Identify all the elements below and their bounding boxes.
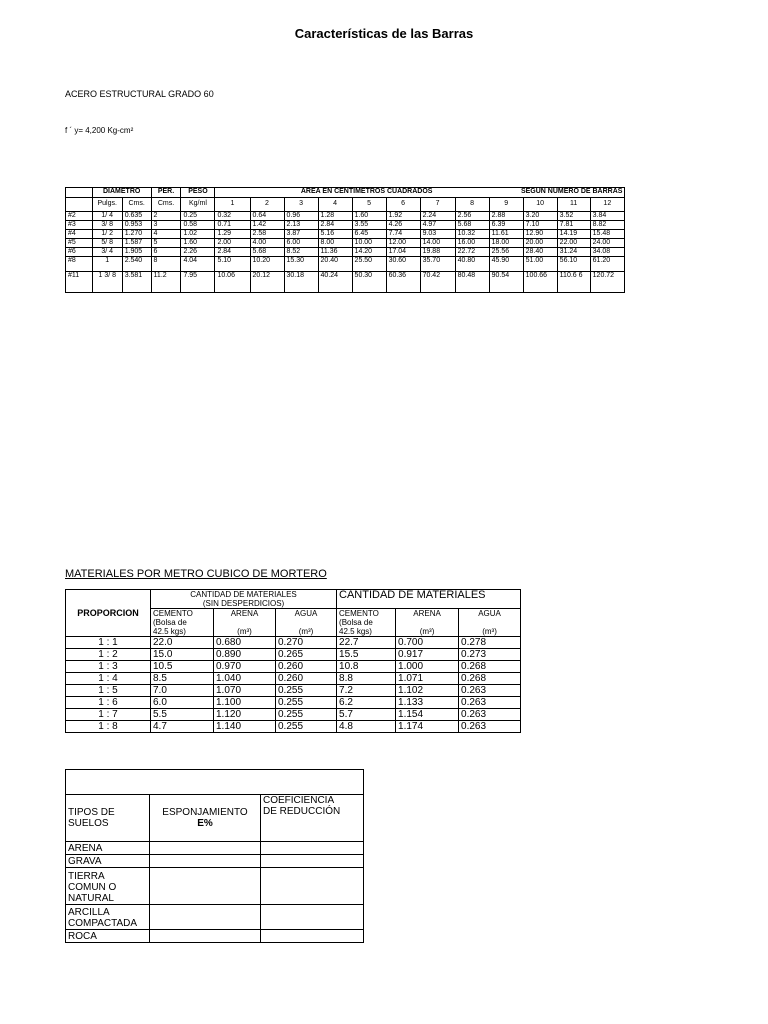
mortero-cell-value: 0.268	[459, 661, 521, 673]
bars-cell-pulgs: 5/ 8	[92, 239, 122, 248]
mortero-cell-value: 1.070	[214, 685, 276, 697]
bars-cell-area: 4.26	[386, 221, 420, 230]
arcilla-line-b: COMPACTADA	[68, 918, 138, 929]
bars-cell-area: 14.00	[420, 239, 455, 248]
bars-cell-area: 80.48	[455, 272, 489, 293]
mortero-cell-value: 0.278	[459, 637, 521, 649]
arcilla-line-a: ARCILLA	[68, 907, 110, 918]
bars-cell-area: 18.00	[489, 239, 523, 248]
bars-table	[65, 187, 625, 293]
mortero-cell-value: 0.255	[276, 697, 337, 709]
bars-cell-peso: 1.02	[181, 230, 215, 239]
bars-cell-area: 100.66	[523, 272, 557, 293]
bars-cell-area: 110.6 6	[557, 272, 590, 293]
bars-cell-area: 1.42	[250, 221, 284, 230]
bars-header-segun-text: SEGUN NUMERO DE BARRAS	[520, 188, 623, 195]
suelos-table	[65, 769, 364, 943]
bars-cell-area: 0.71	[215, 221, 250, 230]
mortero-cell-value: 0.700	[396, 637, 459, 649]
mortero-row	[66, 649, 521, 661]
bars-cell-cms: 1.905	[122, 248, 151, 257]
bars-cell-area: 120.72	[590, 272, 624, 293]
cemento-line-b: (Bolsa de	[153, 618, 187, 627]
bars-cell-area: 35.70	[420, 257, 455, 272]
mortero-cell-value: 1.140	[214, 721, 276, 733]
bars-num: 6	[386, 198, 420, 212]
mortero-cell-value: 0.255	[276, 709, 337, 721]
bars-cell-area: 0.32	[215, 212, 250, 221]
bars-cell-area: 28.40	[523, 248, 557, 257]
bars-cell-area: 25.56	[489, 248, 523, 257]
mortero-cell-value: 5.7	[337, 709, 396, 721]
mortero-cell-value: 0.255	[276, 721, 337, 733]
mortero-header-group1	[151, 590, 337, 609]
mortero-cell-proporcion: 1 : 4	[66, 673, 151, 685]
bars-cell-area: 10.20	[250, 257, 284, 272]
bars-cell-area: 11.36	[318, 248, 352, 257]
bars-cell-area: 0.96	[284, 212, 318, 221]
bars-cell-area: 3.87	[284, 230, 318, 239]
mortero-sub-agua-2	[459, 609, 521, 637]
bars-num: 12	[590, 198, 624, 212]
mortero-cell-value: 0.970	[214, 661, 276, 673]
bars-cell-peso: 0.58	[181, 221, 215, 230]
mortero-cell-value: 7.2	[337, 685, 396, 697]
suelos-cell	[150, 868, 261, 905]
bars-header-per: PER.	[151, 188, 181, 198]
steel-grade-label: ACERO ESTRUCTURAL GRADO 60	[65, 89, 214, 99]
bars-cell-area: 10.06	[215, 272, 250, 293]
arena-unit: (m³)	[237, 627, 252, 636]
bars-header-diametro: DIAMETRO	[92, 188, 151, 198]
bars-cell-id: #3	[66, 221, 93, 230]
suelos-row	[66, 855, 364, 868]
bars-cell-area: 70.42	[420, 272, 455, 293]
agua-unit: (m³)	[298, 627, 314, 636]
bars-header-area	[215, 188, 625, 198]
bars-cell-cms: 2.540	[122, 257, 151, 272]
suelos-arena: ARENA	[66, 842, 150, 855]
bars-cell-peso: 0.25	[181, 212, 215, 221]
mortero-cell-value: 4.8	[337, 721, 396, 733]
suelos-cell	[261, 855, 364, 868]
coef-line-b: DE REDUCCIÓN	[263, 806, 341, 817]
bars-cell-area: 3.20	[523, 212, 557, 221]
bars-num: 4	[318, 198, 352, 212]
mortero-cell-value: 1.102	[396, 685, 459, 697]
mortero-header-row-1	[66, 590, 521, 609]
suelos-header-esponjamiento	[150, 795, 261, 842]
suelos-top-row	[66, 770, 364, 795]
tierra-line-b: COMUN O	[68, 882, 117, 893]
mortero-cell-value: 6.0	[151, 697, 214, 709]
bars-cell-area: 9.03	[420, 230, 455, 239]
mortero-cell-value: 22.0	[151, 637, 214, 649]
cemento-line-c: 42.5 kgs)	[153, 627, 186, 636]
bars-header-row	[66, 188, 625, 198]
bars-cell-peso: 1.60	[181, 239, 215, 248]
mortero-row	[66, 721, 521, 733]
bars-sub-blank	[66, 198, 93, 212]
mortero-cell-value: 0.263	[459, 697, 521, 709]
bars-cell-area: 15.30	[284, 257, 318, 272]
bars-cell-area: 3.52	[557, 212, 590, 221]
mortero-cell-value: 0.680	[214, 637, 276, 649]
mortero-cell-proporcion: 1 : 2	[66, 649, 151, 661]
bars-row	[66, 230, 625, 239]
bars-cell-area: 10.32	[455, 230, 489, 239]
mortero-cell-value: 1.174	[396, 721, 459, 733]
bars-cell-area: 6.00	[284, 239, 318, 248]
bars-cell-area: 7.10	[523, 221, 557, 230]
bars-row	[66, 257, 625, 272]
mortero-cell-value: 1.071	[396, 673, 459, 685]
mortero-cell-value: 1.133	[396, 697, 459, 709]
mortero-cell-value: 0.917	[396, 649, 459, 661]
bars-cell-area: 1.28	[318, 212, 352, 221]
bars-cell-area: 20.00	[523, 239, 557, 248]
bars-subheader-row	[66, 198, 625, 212]
bars-cell-area: 5.16	[318, 230, 352, 239]
suelos-roca: ROCA	[66, 930, 150, 943]
mortero-cell-value: 8.5	[151, 673, 214, 685]
bars-cell-area: 2.58	[250, 230, 284, 239]
mortero-cell-value: 22.7	[337, 637, 396, 649]
bars-cell-area: 12.00	[386, 239, 420, 248]
bars-cell-area: 60.36	[386, 272, 420, 293]
bars-cell-peso: 4.04	[181, 257, 215, 272]
bars-cell-area: 16.00	[455, 239, 489, 248]
bars-sub-kgml: Kg/ml	[181, 198, 215, 212]
bars-cell-peso: 7.95	[181, 272, 215, 293]
mortero-cell-value: 4.7	[151, 721, 214, 733]
mortero-cell-proporcion: 1 : 8	[66, 721, 151, 733]
suelos-row	[66, 905, 364, 930]
mortero-cell-value: 0.890	[214, 649, 276, 661]
bars-cell-area: 11.61	[489, 230, 523, 239]
mortero-cell-value: 1.000	[396, 661, 459, 673]
bars-sub-pulgs: Pulgs.	[92, 198, 122, 212]
bars-cell-area: 31.24	[557, 248, 590, 257]
bars-cell-pulgs: 1	[92, 257, 122, 272]
bars-cell-per: 11.2	[151, 272, 181, 293]
bars-cell-area: 6.39	[489, 221, 523, 230]
bars-cell-per: 4	[151, 230, 181, 239]
bars-cell-area: 2.56	[455, 212, 489, 221]
bars-cell-area: 22.00	[557, 239, 590, 248]
bars-cell-area: 20.40	[318, 257, 352, 272]
bars-cell-cms: 1.587	[122, 239, 151, 248]
mortero-header-proporcion: PROPORCION	[66, 590, 151, 637]
bars-row	[66, 272, 625, 293]
mortero-cell-value: 0.255	[276, 685, 337, 697]
mortero-row	[66, 637, 521, 649]
bars-cell-cms: 0.635	[122, 212, 151, 221]
mortero-cell-value: 1.120	[214, 709, 276, 721]
bars-cell-area: 0.64	[250, 212, 284, 221]
mortero-cell-value: 0.268	[459, 673, 521, 685]
mortero-cell-value: 0.263	[459, 709, 521, 721]
bars-cell-id: #11	[66, 272, 93, 293]
bars-row	[66, 248, 625, 257]
bars-cell-area: 40.80	[455, 257, 489, 272]
bars-cell-area: 4.00	[250, 239, 284, 248]
bars-num: 8	[455, 198, 489, 212]
mortero-cell-proporcion: 1 : 5	[66, 685, 151, 697]
suelos-header-coeficiencia	[261, 795, 364, 842]
suelos-grava: GRAVA	[66, 855, 150, 868]
mortero-body	[66, 637, 521, 733]
mortero-cell-value: 10.5	[151, 661, 214, 673]
bars-cell-area: 3.55	[352, 221, 386, 230]
bars-num: 11	[557, 198, 590, 212]
tierra-line-c: NATURAL	[68, 893, 114, 904]
bars-cell-per: 2	[151, 212, 181, 221]
mortero-table	[65, 589, 521, 733]
bars-sub-cms: Cms.	[122, 198, 151, 212]
bars-cell-id: #8	[66, 257, 93, 272]
suelos-tierra	[66, 868, 150, 905]
bars-cell-per: 6	[151, 248, 181, 257]
bars-body	[66, 212, 625, 293]
bars-cell-id: #2	[66, 212, 93, 221]
mortero-sub-agua-1	[276, 609, 337, 637]
bars-cell-area: 30.60	[386, 257, 420, 272]
bars-cell-area: 2.84	[215, 248, 250, 257]
bars-num: 9	[489, 198, 523, 212]
bars-sub-cms2: Cms.	[151, 198, 181, 212]
mortero-cell-proporcion: 1 : 3	[66, 661, 151, 673]
mortero-row	[66, 697, 521, 709]
arena-label: ARENA	[413, 609, 441, 618]
mortero-cell-value: 5.5	[151, 709, 214, 721]
suelos-header-tipos	[66, 795, 150, 842]
bars-cell-area: 3.84	[590, 212, 624, 221]
suelos-header-row	[66, 795, 364, 842]
mortero-sub-arena-1	[214, 609, 276, 637]
arena-label: ARENA	[230, 609, 259, 618]
bars-cell-area: 8.52	[284, 248, 318, 257]
mortero-cell-value: 0.270	[276, 637, 337, 649]
bars-cell-area: 20.12	[250, 272, 284, 293]
bars-cell-per: 3	[151, 221, 181, 230]
bars-cell-area: 22.72	[455, 248, 489, 257]
cemento-line-b: (Bolsa de	[339, 618, 373, 627]
tierra-line-a: TIERRA	[68, 871, 105, 882]
mortero-row	[66, 661, 521, 673]
mortero-sub-arena-2	[396, 609, 459, 637]
bars-row	[66, 221, 625, 230]
bars-cell-area: 7.74	[386, 230, 420, 239]
mortero-cell-value: 15.0	[151, 649, 214, 661]
bars-cell-area: 8.00	[318, 239, 352, 248]
cemento-line-a: CEMENTO	[339, 609, 379, 618]
mortero-cell-value: 0.263	[459, 721, 521, 733]
mortero-cell-proporcion: 1 : 7	[66, 709, 151, 721]
mortero-cell-value: 0.273	[459, 649, 521, 661]
mortero-group1-line-b: (SIN DESPERDICIOS)	[202, 599, 285, 608]
suelos-cell	[261, 905, 364, 930]
bars-cell-area: 5.68	[455, 221, 489, 230]
bars-cell-area: 1.60	[352, 212, 386, 221]
bars-cell-area: 40.24	[318, 272, 352, 293]
suelos-cell	[261, 868, 364, 905]
bars-row	[66, 212, 625, 221]
mortero-cell-value: 6.2	[337, 697, 396, 709]
bars-cell-area: 25.50	[352, 257, 386, 272]
cemento-line-c: 42.5 kgs)	[339, 627, 372, 636]
suelos-cell	[150, 855, 261, 868]
tipos-line-b: SUELOS	[68, 818, 109, 829]
suelos-cell	[150, 930, 261, 943]
mortero-cell-value: 10.8	[337, 661, 396, 673]
bars-cell-per: 8	[151, 257, 181, 272]
mortero-cell-value: 1.040	[214, 673, 276, 685]
bars-num: 10	[523, 198, 557, 212]
bars-cell-area: 34.08	[590, 248, 624, 257]
suelos-row	[66, 868, 364, 905]
bars-cell-area: 2.13	[284, 221, 318, 230]
mortero-cell-proporcion: 1 : 6	[66, 697, 151, 709]
agua-label: AGUA	[294, 609, 318, 618]
suelos-row	[66, 842, 364, 855]
suelos-blank-header	[66, 770, 364, 795]
bars-cell-area: 15.48	[590, 230, 624, 239]
mortero-group1-line-a: CANTIDAD DE MATERIALES	[190, 590, 297, 599]
bars-cell-area: 30.18	[284, 272, 318, 293]
bars-cell-pulgs: 1 3/ 8	[92, 272, 122, 293]
mortero-cell-value: 1.154	[396, 709, 459, 721]
mortero-cell-value: 15.5	[337, 649, 396, 661]
bars-cell-area: 2.00	[215, 239, 250, 248]
bars-row	[66, 239, 625, 248]
bars-num: 3	[284, 198, 318, 212]
bars-cell-area: 61.20	[590, 257, 624, 272]
mortero-sub-cemento-2	[337, 609, 396, 637]
bars-cell-area: 1.92	[386, 212, 420, 221]
bars-cell-peso: 2.26	[181, 248, 215, 257]
agua-label: AGUA	[478, 609, 501, 618]
arena-unit: (m³)	[419, 627, 435, 636]
bars-cell-area: 2.24	[420, 212, 455, 221]
suelos-cell	[150, 905, 261, 930]
agua-unit: (m³)	[482, 627, 497, 636]
bars-cell-cms: 0.953	[122, 221, 151, 230]
bars-cell-area: 1.29	[215, 230, 250, 239]
mortero-cell-value: 0.260	[276, 673, 337, 685]
bars-cell-area: 12.90	[523, 230, 557, 239]
mortero-cell-value: 0.263	[459, 685, 521, 697]
bars-cell-area: 2.84	[318, 221, 352, 230]
bars-cell-cms: 3.581	[122, 272, 151, 293]
suelos-cell	[261, 842, 364, 855]
bars-num: 5	[352, 198, 386, 212]
bars-cell-area: 50.30	[352, 272, 386, 293]
bars-cell-area: 2.88	[489, 212, 523, 221]
bars-cell-area: 4.97	[420, 221, 455, 230]
mortero-cell-value: 7.0	[151, 685, 214, 697]
bars-cell-cms: 1.270	[122, 230, 151, 239]
bars-cell-id: #6	[66, 248, 93, 257]
bars-cell-area: 6.45	[352, 230, 386, 239]
bars-header-blank	[66, 188, 93, 198]
mortero-cell-value: 0.260	[276, 661, 337, 673]
mortero-cell-value: 0.265	[276, 649, 337, 661]
mortero-cell-value: 8.8	[337, 673, 396, 685]
bars-cell-id: #4	[66, 230, 93, 239]
bars-cell-area: 7.81	[557, 221, 590, 230]
bars-cell-area: 17.04	[386, 248, 420, 257]
bars-cell-area: 24.00	[590, 239, 624, 248]
mortero-cell-value: 1.100	[214, 697, 276, 709]
bars-cell-per: 5	[151, 239, 181, 248]
bars-header-peso: PESO	[181, 188, 215, 198]
mortero-caption: MATERIALES POR METRO CUBICO DE MORTERO	[65, 568, 327, 580]
mortero-header-group2: CANTIDAD DE MATERIALES	[337, 590, 521, 609]
yield-strength-label: f ´ y= 4,200 Kg-cm²	[65, 126, 134, 135]
mortero-row	[66, 709, 521, 721]
mortero-sub-cemento-1	[151, 609, 214, 637]
bars-cell-area: 10.00	[352, 239, 386, 248]
bars-cell-area: 14.19	[557, 230, 590, 239]
bars-cell-pulgs: 3/ 8	[92, 221, 122, 230]
bars-cell-pulgs: 3/ 4	[92, 248, 122, 257]
bars-cell-pulgs: 1/ 2	[92, 230, 122, 239]
cemento-line-a: CEMENTO	[153, 609, 193, 618]
bars-cell-area: 56.10	[557, 257, 590, 272]
esp-line-b: E%	[197, 818, 213, 829]
bars-cell-area: 5.68	[250, 248, 284, 257]
bars-cell-id: #5	[66, 239, 93, 248]
coef-line-a: COEFICIENCIA	[263, 795, 335, 806]
suelos-arcilla	[66, 905, 150, 930]
tipos-line-a: TIPOS DE	[68, 807, 115, 818]
bars-cell-area: 45.90	[489, 257, 523, 272]
suelos-row	[66, 930, 364, 943]
mortero-cell-proporcion: 1 : 1	[66, 637, 151, 649]
bars-cell-area: 19.88	[420, 248, 455, 257]
mortero-row	[66, 685, 521, 697]
suelos-cell	[150, 842, 261, 855]
bars-num: 2	[250, 198, 284, 212]
bars-cell-area: 14.20	[352, 248, 386, 257]
bars-header-area-text: AREA EN CENTIMETROS CUADRADOS	[300, 188, 433, 195]
page-title: Características de las Barras	[294, 26, 474, 41]
bars-cell-pulgs: 1/ 4	[92, 212, 122, 221]
suelos-cell	[261, 930, 364, 943]
bars-cell-area: 90.54	[489, 272, 523, 293]
bars-num: 1	[215, 198, 250, 212]
bars-cell-area: 8.82	[590, 221, 624, 230]
bars-num: 7	[420, 198, 455, 212]
esp-line-a: ESPONJAMIENTO	[162, 807, 248, 818]
bars-cell-area: 5.10	[215, 257, 250, 272]
mortero-row	[66, 673, 521, 685]
bars-cell-area: 51.00	[523, 257, 557, 272]
